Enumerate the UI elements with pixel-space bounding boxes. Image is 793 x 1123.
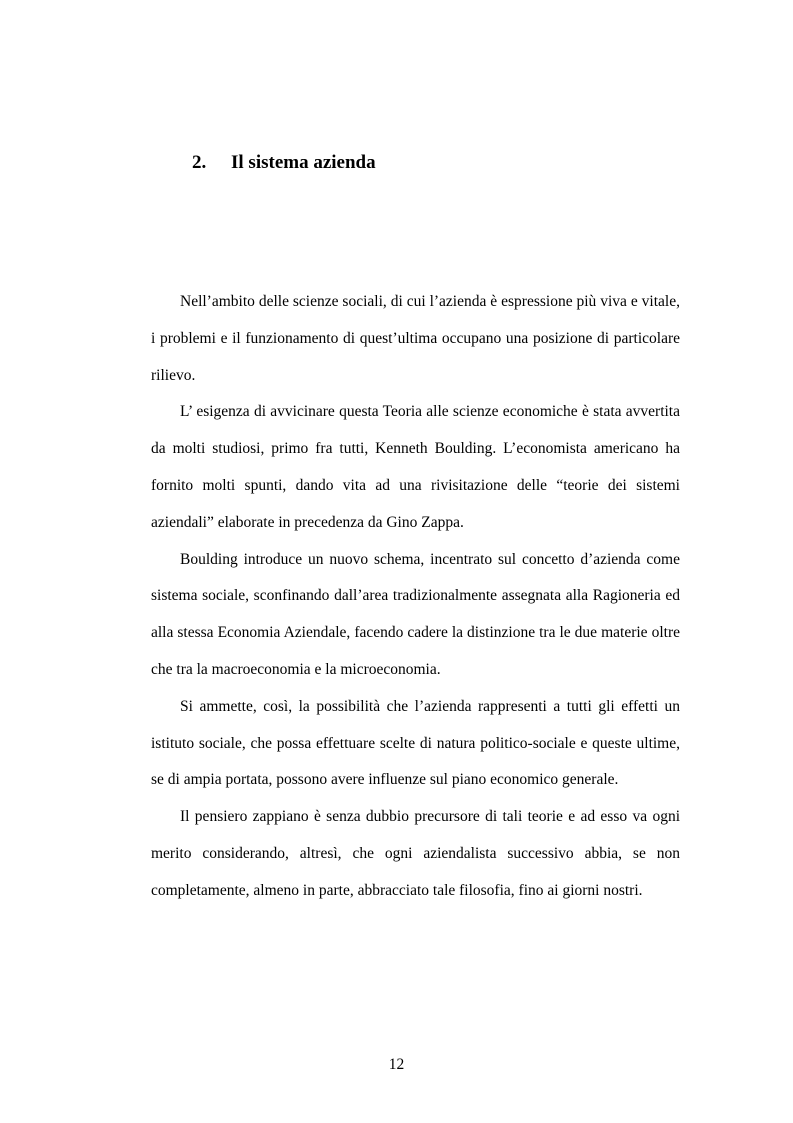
- paragraph: Boulding introduce un nuovo schema, incentrato sul concetto d’azienda come sistema sociale, sconfinando dall’area tradizionalmente assegnata alla Ragioneria ed alla stessa Economia Aziendale, facendo cadere la distinzione tra le due materie oltre che tra la macroeconomia e la microeconomia.: [151, 550, 680, 678]
- section-number: 2.: [192, 152, 207, 173]
- body-text: [151, 284, 680, 910]
- section-heading: [192, 151, 376, 175]
- page-number: 12: [388, 1056, 405, 1073]
- paragraph: L’ esigenza di avvicinare questa Teoria alle scienze economiche è stata avvertita da molti studiosi, primo fra tutti, Kenneth Boulding. L’economista americano ha fornito molti spunti, dando vita ad una rivisitazione delle “teorie dei sistemi aziendali” elaborate in precedenza da Gino Zappa.: [151, 403, 680, 531]
- section-title: Il sistema azienda: [231, 152, 376, 173]
- paragraph: Il pensiero zappiano è senza dubbio precursore di tali teorie e ad esso va ogni merito considerando, altresì, che ogni aziendalista successivo abbia, se non completamente, almeno in parte, abbracciato tale filosofia, fino ai giorni nostri.: [151, 808, 680, 899]
- paragraph: Nell’ambito delle scienze sociali, di cui l’azienda è espressione più viva e vitale, i problemi e il funzionamento di quest’ultima occupano una posizione di particolare rilievo.: [151, 293, 680, 384]
- paragraph: Si ammette, così, la possibilità che l’azienda rappresenti a tutti gli effetti un istituto sociale, che possa effettuare scelte di natura politico-sociale e queste ultime, se di ampia portata, possono avere influenze sul piano economico generale.: [151, 697, 680, 789]
